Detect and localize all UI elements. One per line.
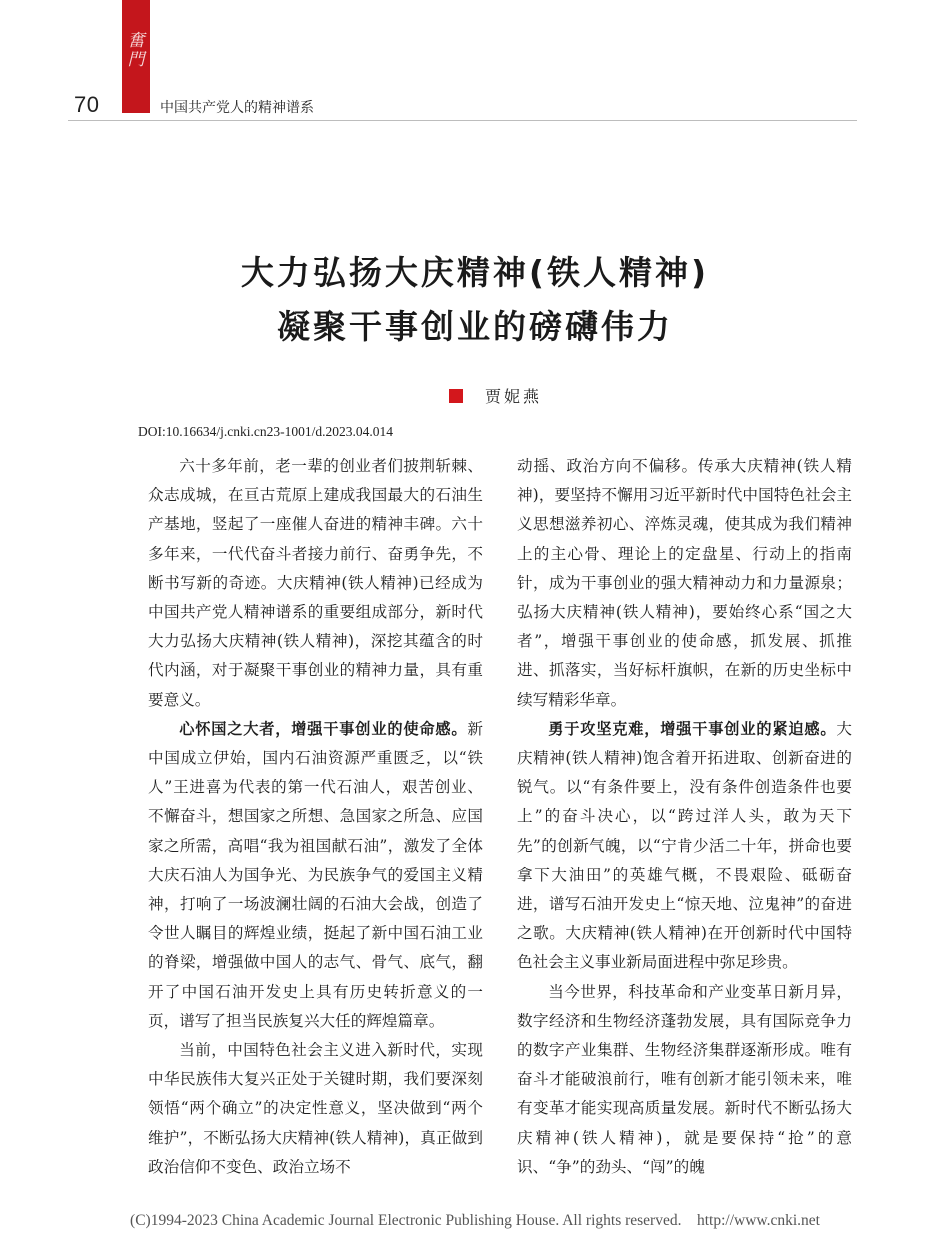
running-head: 中国共产党人的精神谱系	[160, 100, 314, 116]
left-column	[148, 452, 483, 1182]
page-number: 70	[74, 92, 100, 117]
paragraph	[148, 715, 483, 1036]
journal-tab-marker	[122, 0, 150, 113]
paragraph: 当今世界，科技革命和产业变革日新月异，数字经济和生物经济蓬勃发展，具有国际竞争力的数字产业集群、生物经济集群逐渐形成。唯有奋斗才能破浪前行，唯有创新才能引领未来，唯有变革才能实现高质量发展。新时代不断弘扬大庆精神(铁人精神)，就是要保持“抢”的意识、“争”的劲头、“闯”的魄	[517, 982, 852, 1176]
author-name: 贾妮燕	[485, 387, 543, 406]
section-lead: 心怀国之大者，增强干事创业的使命感。	[179, 719, 468, 738]
right-column	[517, 452, 852, 1182]
header-rule	[68, 120, 857, 121]
doi-line: DOI:10.16634/j.cnki.cn23-1001/d.2023.04.014	[138, 424, 393, 439]
copyright-notice: (C)1994-2023 China Academic Journal Electronic Publishing House. All rights reserved.	[130, 1212, 682, 1229]
section-lead: 勇于攻坚克难，增强干事创业的紧迫感。	[548, 719, 837, 738]
article-title-line1: 大力弘扬大庆精神(铁人精神)	[240, 253, 710, 292]
article-title-line2: 凝聚干事创业的磅礴伟力	[277, 307, 673, 346]
footer-url[interactable]: http://www.cnki.net	[696, 1212, 820, 1229]
author-marker-square	[449, 389, 463, 403]
section-body: 大庆精神(铁人精神)饱含着开拓进取、创新奋进的锐气。以“有条件要上，没有条件创造条件也要上”的奋斗决心，以“跨过洋人头，敢为天下先”的创新气魄，以“宁肯少活二十年，拼命也要拿下大油田”的英雄气概，不畏艰险、砥砺奋进，谱写石油开发史上“惊天地、泣鬼神”的奋进之歌。大庆精神(铁人精神)在开创新时代中国特色社会主义事业新局面进程中弥足珍贵。	[517, 719, 852, 972]
paragraph: 当前，中国特色社会主义进入新时代，实现中华民族伟大复兴正处于关键时期，我们要深刻领悟“两个确立”的决定性意义，坚决做到“两个维护”，不断弘扬大庆精神(铁人精神)，真正做到政治信仰不变色、政治立场不	[148, 1041, 483, 1176]
journal-logo-glyph: 奮門	[127, 31, 145, 70]
paragraph-continuation: 动摇、政治方向不偏移。传承大庆精神(铁人精神)，要坚持不懈用习近平新时代中国特色社会主义思想滋养初心、淬炼灵魂，使其成为我们精神上的主心骨、理论上的定盘星、行动上的指南针，成为干事创业的强大精神动力和力量源泉；弘扬大庆精神(铁人精神)，要始终心系“国之大者”，增强干事创业的使命感，抓发展、抓推进、抓落实，当好标杆旗帜，在新的历史坐标中续写精彩华章。	[517, 457, 852, 709]
page-footer	[0, 1212, 950, 1230]
paragraph: 六十多年前，老一辈的创业者们披荆斩棘、众志成城，在亘古荒原上建成我国最大的石油生产基地，竖起了一座催人奋进的精神丰碑。六十多年来，一代代奋斗者接力前行、奋勇争先，不断书写新的奇迹。大庆精神(铁人精神)已经成为中国共产党人精神谱系的重要组成部分，新时代大力弘扬大庆精神(铁人精神)，深挖其蕴含的时代内涵，对于凝聚干事创业的精神力量，具有重要意义。	[148, 457, 483, 709]
paragraph	[517, 715, 852, 978]
section-body: 新中国成立伊始，国内石油资源严重匮乏，以“铁人”王进喜为代表的第一代石油人，艰苦创业、不懈奋斗，想国家之所想、急国家之所急、应国家之所需，高唱“我为祖国献石油”，激发了全体大庆石油人为国争光、为民族争气的爱国主义精神，打响了一场波澜壮阔的石油大会战，创造了令世人瞩目的辉煌业绩，挺起了新中国石油工业的脊梁，增强做中国人的志气、骨气、底气，翻开了中国石油开发史上具有历史转折意义的一页，谱写了担当民族复兴大任的辉煌篇章。	[148, 719, 483, 1030]
